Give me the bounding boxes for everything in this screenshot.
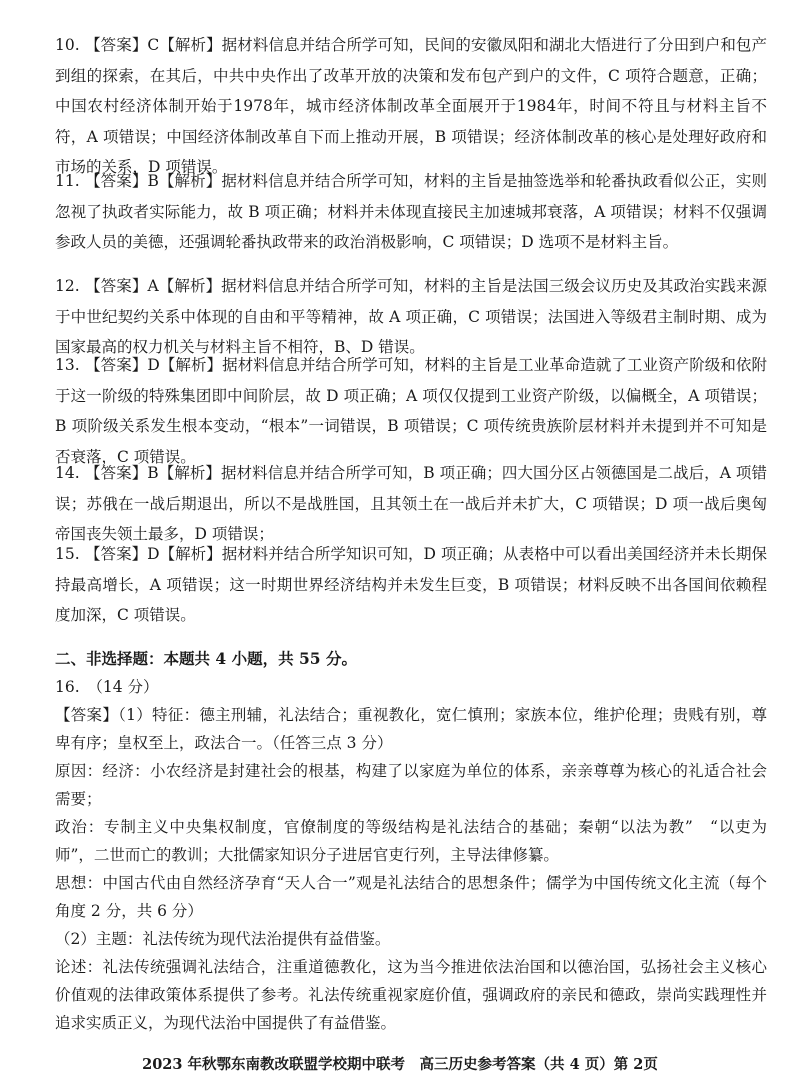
answer-14 xyxy=(55,458,767,550)
answer-number: 11. xyxy=(55,172,80,190)
answer-15 xyxy=(55,539,767,631)
q16-reason-thought: 思想：中国古代由自然经济孕育“天人合一”观是礼法结合的思想条件；儒学为中国传统文化主流（每个角度 2 分，共 6 分） xyxy=(55,874,767,920)
answer-10 xyxy=(55,30,767,183)
question-16-label: 16. （14 分） xyxy=(55,678,159,696)
page-footer: 2023 年秋鄂东南教改联盟学校期中联考 高三历史参考答案（共 4 页）第 2页 xyxy=(142,1056,658,1073)
answer-text: 【答案】B【解析】据材料信息并结合所学可知，B 项正确；四大国分区占领德国是二战后，A 项错误；苏俄在一战后期退出，所以不是战胜国，且其领土在一战后并未扩大，C 项错误；D 项一战后奥匈帝国丧失领土最多，D 项错误； xyxy=(55,464,767,543)
section-two xyxy=(55,645,767,1037)
q16-answer-features: 【答案】（1）特征：德主刑辅，礼法结合；重视教化，宽仁慎刑；家族本位，维护伦理；贵贱有别，尊卑有序；皇权至上，政法合一。（任答三点 3 分） xyxy=(55,706,767,752)
answer-number: 12. xyxy=(55,277,80,295)
answer-text: 【答案】D【解析】据材料信息并结合所学可知，材料的主旨是工业革命造就了工业资产阶级和依附于这一阶级的特殊集团即中间阶层，故 D 项正确；A 项仅仅提到工业资产阶级，以偏概全，A 项错误；B 项阶级关系发生根本变动，“根本”一词错误，B 项错误；C 项传统贵族阶层材料并未提到并不可知是否衰落，C 项错误。 xyxy=(55,356,767,466)
answer-number: 14. xyxy=(55,464,80,482)
answer-11 xyxy=(55,166,767,258)
answer-text: 【答案】A【解析】据材料信息并结合所学可知，材料的主旨是法国三级会议历史及其政治实践来源于中世纪契约关系中体现的自由和平等精神，故 A 项正确，C 项错误；法国进入等级君主制时期、成为国家最高的权力机关与材料主旨不相符，B、D 错误。 xyxy=(55,277,767,356)
q16-reason-politics: 政治：专制主义中央集权制度，官僚制度的等级结构是礼法结合的基础；秦朝“以法为教” “以吏为师”，二世而亡的教训；大批儒家知识分子进居官吏行列，主导法律修纂。 xyxy=(55,818,767,864)
answer-text: 【答案】C【解析】据材料信息并结合所学可知，民间的安徽凤阳和湖北大悟进行了分田到户和包产到组的探索，在其后，中共中央作出了改革开放的决策和发布包产到户的文件，C 项符合题意，正确；中国农村经济体制开始于1978年，城市经济体制改革全面展开于1984年，时间不符且与材料主旨不符，A 项错误；中国经济体制改革自下而上推动开展，B 项错误；经济体制改革的核心是处理好政府和市场的关系，D 项错误。 xyxy=(55,36,767,176)
q16-reason-economy: 原因：经济：小农经济是封建社会的根基，构建了以家庭为单位的体系，亲亲尊尊为核心的礼适合社会需要； xyxy=(55,762,767,808)
answer-text: 【答案】B【解析】据材料信息并结合所学可知，材料的主旨是抽签选举和轮番执政看似公正，实则忽视了执政者实际能力，故 B 项正确；材料并未体现直接民主加速城邦衰落，A 项错误；材料不仅强调参政人员的美德，还强调轮番执政带来的政治消极影响，C 项错误；D 选项不是材料主旨。 xyxy=(55,172,767,251)
q16-discussion: 论述：礼法传统强调礼法结合，注重道德教化，这为当今推进依法治国和以德治国，弘扬社会主义核心价值观的法律政策体系提供了参考。礼法传统重视家庭价值，强调政府的亲民和德政，崇尚实践理性并追求实质正义，为现代法治中国提供了有益借鉴。 xyxy=(55,958,767,1032)
q16-theme: （2）主题：礼法传统为现代法治提供有益借鉴。 xyxy=(55,930,391,948)
answer-13 xyxy=(55,350,767,472)
answer-number: 10. xyxy=(55,36,80,54)
answer-number: 15. xyxy=(55,545,80,563)
section-heading: 二、非选择题：本题共 4 小题，共 55 分。 xyxy=(55,649,357,668)
answer-number: 13. xyxy=(55,356,80,374)
answer-12 xyxy=(55,271,767,363)
answer-text: 【答案】D【解析】据材料并结合所学知识可知，D 项正确；从表格中可以看出美国经济并未长期保持最高增长，A 项错误；这一时期世界经济结构并未发生巨变，B 项错误；材料反映不出各国间依赖程度加深，C 项错误。 xyxy=(55,545,767,624)
